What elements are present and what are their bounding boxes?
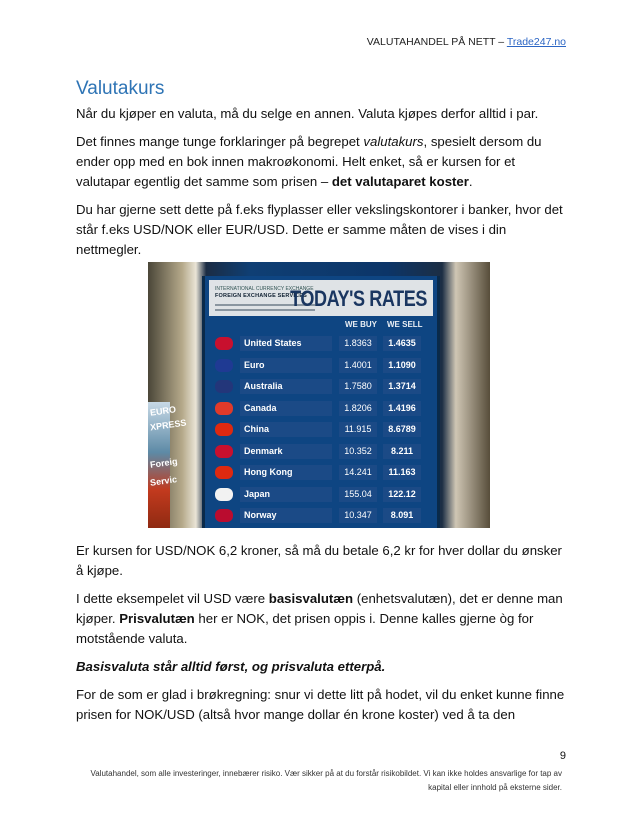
buy-rate: 1.7580 bbox=[339, 379, 377, 394]
sell-rate: 1.4196 bbox=[383, 401, 421, 416]
flag-icon bbox=[215, 445, 233, 458]
buy-rate: 11.915 bbox=[339, 422, 377, 437]
buy-rate: 1.8363 bbox=[339, 336, 377, 351]
buy-rate: 10.352 bbox=[339, 444, 377, 459]
buy-rate: 1.4001 bbox=[339, 358, 377, 373]
side-sign: EURO XPRESS Foreig Servic bbox=[148, 402, 170, 528]
flag-icon bbox=[215, 488, 233, 501]
footer-disclaimer: Valutahandel, som alle investeringer, innebærer risiko. Vær sikker på at du forstår risikobildet. Vi kan ikke holdes ansvarlige for tap av kapital eller innhold på eksterne sider. bbox=[90, 769, 562, 792]
flag-icon bbox=[215, 466, 233, 479]
page-number: 9 bbox=[559, 750, 566, 762]
rate-row bbox=[213, 420, 435, 439]
sell-rate: 1.4635 bbox=[383, 336, 421, 351]
sell-rate: 8.211 bbox=[383, 444, 421, 459]
board-title: TODAY'S RATES bbox=[290, 286, 427, 311]
board-brand-2: FOREIGN EXCHANGE SERVICES bbox=[215, 293, 307, 299]
rate-row bbox=[213, 485, 435, 504]
paragraph-2: Det finnes mange tunge forklaringer på begrepet valutakurs, spesielt dersom du ender opp med en bok innen makroøkonomi. Helt enket, så er kursen for et valutapar egentlig det samme som prisen – det valutaparet koster. bbox=[76, 134, 542, 189]
rate-row bbox=[213, 399, 435, 418]
flag-icon bbox=[215, 509, 233, 522]
page-header bbox=[367, 36, 566, 48]
currency-name: Denmark bbox=[240, 444, 332, 459]
body-text-bottom bbox=[76, 541, 568, 733]
header-text: VALUTAHANDEL PÅ NETT – bbox=[366, 36, 507, 48]
sell-rate: 8.6789 bbox=[383, 422, 421, 437]
paragraph-3: Du har gjerne sett dette på f.eks flyplasser eller vekslingskontorer i banker, hvor det står f.eks USD/NOK eller EUR/USD. Dette er samme måten de vises i din nettmegler. bbox=[76, 202, 563, 257]
currency-name: Norway bbox=[240, 508, 332, 523]
col-buy: WE BUY bbox=[345, 320, 377, 329]
flag-icon bbox=[215, 402, 233, 415]
currency-name: United States bbox=[240, 336, 332, 351]
rate-row bbox=[213, 334, 435, 353]
header-link[interactable]: Trade247.no bbox=[506, 36, 566, 48]
rate-row bbox=[213, 377, 435, 396]
buy-rate: 155.04 bbox=[339, 487, 377, 502]
sell-rate: 8.091 bbox=[383, 508, 421, 523]
rate-row bbox=[213, 506, 435, 525]
sell-rate: 11.163 bbox=[383, 465, 421, 480]
flag-icon bbox=[215, 380, 233, 393]
paragraph-7: For de som er glad i brøkregning: snur vi dette litt på hodet, vil du enket kunne finne prisen for NOK/USD (altså hvor mange dollar én krone koster) ved å ta den bbox=[76, 687, 565, 722]
sell-rate: 122.12 bbox=[383, 487, 421, 502]
buy-rate: 1.8206 bbox=[339, 401, 377, 416]
currency-name: Japan bbox=[240, 487, 332, 502]
sell-rate: 1.3714 bbox=[383, 379, 421, 394]
exchange-rate-board-photo bbox=[148, 262, 490, 528]
flag-icon bbox=[215, 337, 233, 350]
currency-name: Hong Kong bbox=[240, 465, 332, 480]
rate-row bbox=[213, 463, 435, 482]
sell-rate: 1.1090 bbox=[383, 358, 421, 373]
paragraph-4: Er kursen for USD/NOK 6,2 kroner, så må du betale 6,2 kr for hver dollar du ønsker å kjøpe. bbox=[76, 543, 562, 578]
currency-name: Canada bbox=[240, 401, 332, 416]
rate-row bbox=[213, 356, 435, 375]
rates-board bbox=[202, 276, 440, 528]
board-brand: INTERNATIONAL CURRENCY EXCHANGE bbox=[215, 286, 314, 292]
currency-name: China bbox=[240, 422, 332, 437]
board-header bbox=[209, 280, 433, 316]
paragraph-1: Når du kjøper en valuta, må du selge en annen. Valuta kjøpes derfor alltid i par. bbox=[76, 106, 539, 121]
buy-rate: 10.347 bbox=[339, 508, 377, 523]
paragraph-6: Basisvaluta står alltid først, og prisvaluta etterpå. bbox=[76, 659, 386, 674]
section-title: Valutakurs bbox=[76, 78, 165, 99]
body-text-top bbox=[76, 104, 568, 268]
flag-icon bbox=[215, 359, 233, 372]
col-sell: WE SELL bbox=[387, 320, 423, 329]
flag-icon bbox=[215, 423, 233, 436]
currency-name: Australia bbox=[240, 379, 332, 394]
rate-row bbox=[213, 442, 435, 461]
currency-name: Euro bbox=[240, 358, 332, 373]
paragraph-5: I dette eksempelet vil USD være basisvalutæn (enhetsvalutæn), det er denne man kjøper. Prisvalutæn her er NOK, det prisen oppis i. Denne kalles gjerne òg for motstående valuta. bbox=[76, 591, 563, 646]
buy-rate: 14.241 bbox=[339, 465, 377, 480]
